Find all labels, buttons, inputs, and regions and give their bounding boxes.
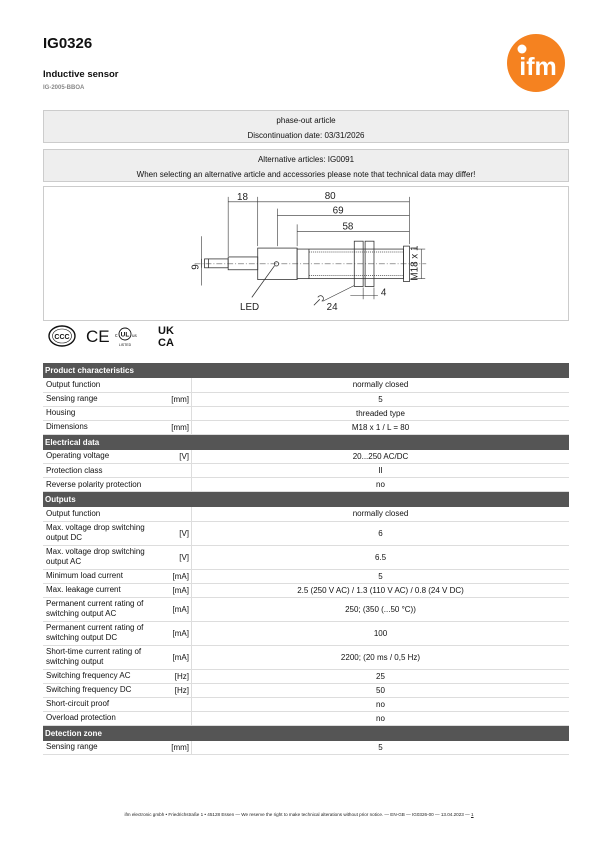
dim-69-label: 69	[332, 205, 344, 217]
spec-label: Max. voltage drop switching output AC	[43, 545, 168, 569]
spec-label: Dimensions	[43, 420, 168, 434]
section-header	[43, 492, 569, 508]
spec-value: no	[192, 711, 570, 725]
spec-row	[43, 450, 569, 464]
spec-row	[43, 645, 569, 669]
spec-label: Output function	[43, 378, 168, 392]
svg-text:CA: CA	[158, 337, 174, 349]
spec-value: no	[192, 697, 570, 711]
product-title: IG0326	[43, 35, 93, 52]
section-header	[43, 725, 569, 741]
spec-value: threaded type	[192, 406, 570, 420]
spec-unit: [mA]	[168, 583, 192, 597]
led-label: LED	[239, 302, 260, 314]
spec-label: Minimum load current	[43, 569, 168, 583]
spec-unit: [mA]	[168, 569, 192, 583]
spec-unit: [mA]	[168, 597, 192, 621]
alternative-articles: Alternative articles: IG0091	[257, 155, 355, 164]
spec-row	[43, 392, 569, 406]
spec-value: no	[192, 478, 570, 492]
spec-row	[43, 478, 569, 492]
spec-row	[43, 507, 569, 521]
spec-unit	[168, 478, 192, 492]
dim-80-label: 80	[324, 190, 336, 202]
svg-text:UL: UL	[120, 331, 130, 339]
svg-text:c: c	[115, 333, 118, 339]
spec-value: 5	[192, 569, 570, 583]
spec-label: Max. voltage drop switching output DC	[43, 521, 168, 545]
dim-thread-label: M18 x 1	[409, 245, 421, 281]
spec-unit	[168, 711, 192, 725]
alternative-warning: When selecting an alternative article and accessories please note that technical data may differ!	[136, 169, 476, 179]
ccc-mark-icon	[49, 326, 75, 346]
spec-unit: [mm]	[168, 420, 192, 434]
svg-text:LISTED: LISTED	[118, 343, 132, 347]
spec-value: normally closed	[192, 507, 570, 521]
spec-label: Output function	[43, 507, 168, 521]
footer-text: ifm electronic gmbh • Friedrichstraße 1 • 45128 Essen — We reserve the right to make technical alterations without prior notice. — EN-GB — IG0326-00 — 13.04.2023 —	[124, 812, 470, 817]
spec-table	[43, 363, 569, 755]
spec-value: 100	[192, 621, 570, 645]
wrench-icon	[314, 296, 324, 306]
spec-value: 6	[192, 521, 570, 545]
spec-unit: [V]	[168, 521, 192, 545]
spec-row	[43, 406, 569, 420]
spec-label: Sensing range	[43, 741, 168, 755]
spec-unit	[168, 507, 192, 521]
spec-row	[43, 697, 569, 711]
spec-value: M18 x 1 / L = 80	[192, 420, 570, 434]
spec-label: Switching frequency DC	[43, 683, 168, 697]
spec-label: Permanent current rating of switching output DC	[43, 621, 168, 645]
spec-label: Sensing range	[43, 392, 168, 406]
spec-row	[43, 741, 569, 755]
phase-out-notice	[43, 110, 569, 143]
spec-unit	[168, 406, 192, 420]
spec-label: Housing	[43, 406, 168, 420]
spec-unit: [V]	[168, 545, 192, 569]
ukca-mark-icon	[158, 325, 174, 349]
alternative-notice	[43, 149, 569, 182]
ul-listed-mark-icon	[115, 328, 138, 347]
section-header	[43, 363, 569, 378]
spec-value: 5	[192, 741, 570, 755]
spec-row	[43, 597, 569, 621]
spec-value: 5	[192, 392, 570, 406]
section-header	[43, 434, 569, 450]
spec-value: normally closed	[192, 378, 570, 392]
ce-mark: CE	[86, 327, 110, 346]
section-title: Detection zone	[43, 725, 569, 741]
certification-marks	[43, 323, 183, 349]
spec-label: Protection class	[43, 464, 168, 478]
spec-value: 2.5 (250 V AC) / 1.3 (110 V AC) / 0.8 (24 V DC)	[192, 583, 570, 597]
spec-unit: [mm]	[168, 392, 192, 406]
spec-unit: [mA]	[168, 645, 192, 669]
spec-row	[43, 583, 569, 597]
dim-58-label: 58	[342, 221, 354, 233]
spec-row	[43, 621, 569, 645]
spec-unit	[168, 464, 192, 478]
dim-9-label: 9	[190, 264, 202, 270]
spec-label: Reverse polarity protection	[43, 478, 168, 492]
spec-unit: [Hz]	[168, 669, 192, 683]
dim-4-label: 4	[380, 287, 387, 299]
logo-text: ifm	[519, 53, 557, 81]
dim-18-label: 18	[237, 191, 248, 203]
spec-row	[43, 420, 569, 434]
spec-unit: [mA]	[168, 621, 192, 645]
spec-unit: [Hz]	[168, 683, 192, 697]
spec-label: Switching frequency AC	[43, 669, 168, 683]
spec-label: Max. leakage current	[43, 583, 168, 597]
svg-text:UK: UK	[158, 325, 174, 337]
spec-unit	[168, 697, 192, 711]
spec-value: 2200; (20 ms / 0,5 Hz)	[192, 645, 570, 669]
dimension-drawing	[43, 186, 569, 321]
spec-value: II	[192, 464, 570, 478]
footer-page-number: 1	[471, 812, 474, 817]
spec-unit: [V]	[168, 450, 192, 464]
spec-value: 20...250 AC/DC	[192, 450, 570, 464]
spec-unit	[168, 378, 192, 392]
phase-out-title: phase-out article	[276, 116, 336, 125]
product-code: IG-2005-BBOA	[43, 85, 85, 91]
product-subtitle: Inductive sensor	[43, 69, 119, 80]
dim-24-label: 24	[326, 302, 338, 314]
svg-text:CCC: CCC	[54, 334, 70, 341]
ifm-logo	[507, 34, 565, 92]
section-title: Outputs	[43, 492, 569, 508]
spec-value: 250; (350 (...50 °C))	[192, 597, 570, 621]
spec-label: Short-time current rating of switching output	[43, 645, 168, 669]
spec-row	[43, 545, 569, 569]
discontinuation-date: Discontinuation date: 03/31/2026	[247, 130, 365, 140]
spec-row	[43, 569, 569, 583]
spec-row	[43, 521, 569, 545]
section-title: Product characteristics	[43, 363, 569, 378]
spec-label: Permanent current rating of switching output AC	[43, 597, 168, 621]
spec-value: 25	[192, 669, 570, 683]
spec-row	[43, 464, 569, 478]
spec-value: 6.5	[192, 545, 570, 569]
spec-row	[43, 711, 569, 725]
footer	[0, 812, 598, 817]
svg-text:us: us	[132, 333, 137, 338]
spec-unit: [mm]	[168, 741, 192, 755]
spec-row	[43, 669, 569, 683]
spec-label: Short-circuit proof	[43, 697, 168, 711]
section-title: Electrical data	[43, 434, 569, 450]
spec-row	[43, 683, 569, 697]
spec-row	[43, 378, 569, 392]
spec-label: Overload protection	[43, 711, 168, 725]
spec-label: Operating voltage	[43, 450, 168, 464]
spec-value: 50	[192, 683, 570, 697]
